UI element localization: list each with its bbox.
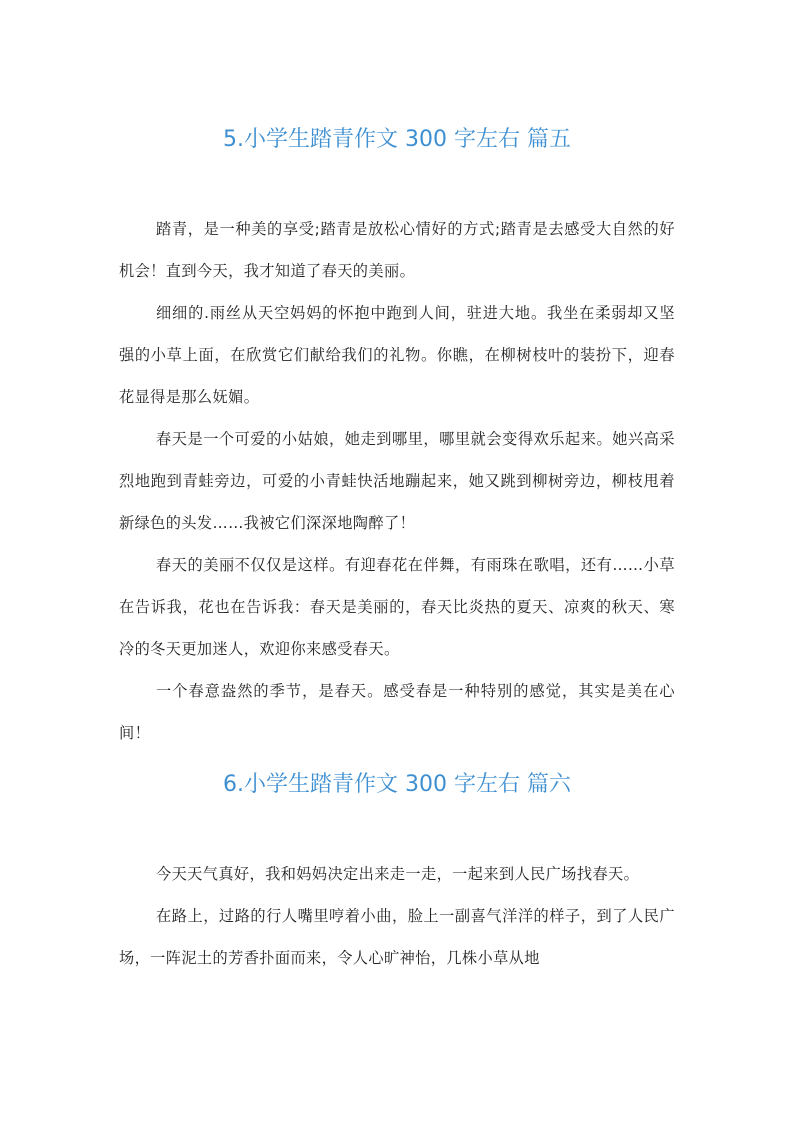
paragraph: 春天是一个可爱的小姑娘，她走到哪里，哪里就会变得欢乐起来。她兴高采烈地跑到青蛙旁边，可爱的小青蛙快活地蹦起来，她又跳到柳树旁边，柳枝甩着新绿色的头发……我被它们深深地陶醉了！ bbox=[119, 430, 675, 532]
section-6-body bbox=[119, 853, 675, 979]
paragraph: 踏青，是一种美的享受;踏青是放松心情好的方式;踏青是去感受大自然的好机会！直到今天，我才知道了春天的美丽。 bbox=[119, 220, 675, 280]
paragraph: 细细的.雨丝从天空妈妈的怀抱中跑到人间，驻进大地。我坐在柔弱却又坚强的小草上面，在欣赏它们献给我们的礼物。你瞧，在柳树枝叶的装扮下，迎春花显得是那么妩媚。 bbox=[119, 304, 675, 406]
paragraph: 一个春意盎然的季节，是春天。感受春是一种特别的感觉，其实是美在心间！ bbox=[119, 682, 675, 742]
paragraph: 在路上，过路的行人嘴里哼着小曲，脸上一副喜气洋洋的样子，到了人民广场，一阵泥土的芳香扑面而来，令人心旷神怡，几株小草从地 bbox=[119, 907, 675, 967]
section-title-5: 5.小学生踏青作文 300 字左右 篇五 bbox=[223, 127, 571, 152]
section-title-6: 6.小学生踏青作文 300 字左右 篇六 bbox=[223, 772, 571, 797]
paragraph: 今天天气真好，我和妈妈决定出来走一走，一起来到人民广场找春天。 bbox=[156, 865, 640, 883]
section-5-body bbox=[119, 208, 675, 754]
paragraph: 春天的美丽不仅仅是这样。有迎春花在伴舞，有雨珠在歌唱，还有……小草在告诉我，花也在告诉我：春天是美丽的，春天比炎热的夏天、凉爽的秋天、寒冷的冬天更加迷人，欢迎你来感受春天。 bbox=[119, 556, 675, 658]
